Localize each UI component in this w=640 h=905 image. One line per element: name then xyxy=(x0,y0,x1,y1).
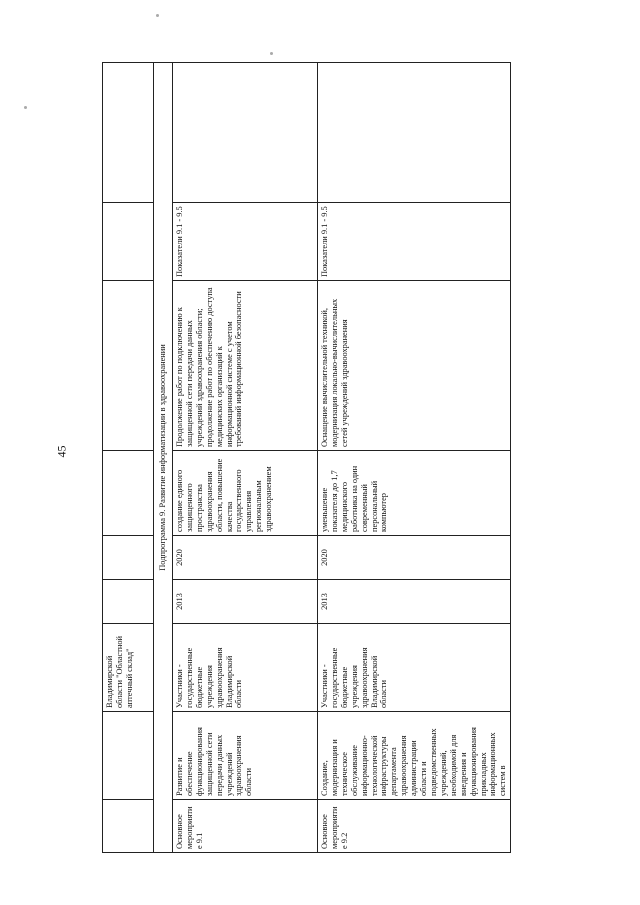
measure-description: Создание, модернизация и техническое обслуживание информационно-технологической инфраструктуры департамента здравоохранения администрации области и подведомственных учреждений, необходимой для внедрения и функционирования прикладных информационных систем в xyxy=(318,712,511,800)
empty-cell xyxy=(173,63,318,203)
main-directions: Оснащение вычислительной техникой, модернизация локально-вычислительных сетей учреждений здравоохранения xyxy=(318,281,511,451)
measure-name: Основное мероприятие 9.1 xyxy=(173,800,318,853)
related-indicators: Показатели 9.1 - 9.5 xyxy=(318,203,511,281)
start-year: 2013 xyxy=(173,580,318,624)
cell-top-name xyxy=(103,800,154,853)
subprogram-title: Подпрограмма 9. Развитие информатизации в здравоохранении xyxy=(154,63,173,853)
measure-executor: Участники - государственные бюджетные учреждения здравоохранения Владимирской области xyxy=(173,624,318,712)
table-row-subprogram xyxy=(154,63,173,853)
cell-top-directions xyxy=(103,281,154,451)
cell-top-end xyxy=(103,536,154,580)
end-year: 2020 xyxy=(318,536,511,580)
cell-top-extra xyxy=(103,63,154,203)
measure-executor: Участники - государственные бюджетные учреждения здравоохранения Владимирской области xyxy=(318,624,511,712)
related-indicators: Показатели 9.1 - 9.5 xyxy=(173,203,318,281)
cell-top-description xyxy=(103,712,154,800)
table-row xyxy=(173,63,318,853)
measure-name: Основное мероприятие 9.2 xyxy=(318,800,511,853)
scan-speck xyxy=(24,106,27,109)
end-year: 2020 xyxy=(173,536,318,580)
program-table xyxy=(102,62,511,853)
rotated-table-container xyxy=(102,63,547,853)
expected-result: создание единого защищенного пространства здравоохранения области, повышение качества государственного управления региональным здравоохранением xyxy=(173,451,318,536)
table-row-top xyxy=(103,63,154,853)
empty-cell xyxy=(318,63,511,203)
table-row xyxy=(318,63,511,853)
cell-top-result xyxy=(103,451,154,536)
cell-top-executor: Владимирской области "Областной аптечный склад" xyxy=(103,624,154,712)
scan-speck xyxy=(270,52,273,55)
page-number: 45 xyxy=(54,445,69,458)
expected-result: уменьшение показателя до 1,7 медицинского работника на один современный персональный компьютер xyxy=(318,451,511,536)
start-year: 2013 xyxy=(318,580,511,624)
cell-top-start xyxy=(103,580,154,624)
main-directions: Продолжение работ по подключению к защищенной сети передачи данных учреждений здравоохранения области; продолжение работ по обеспечению доступа медицинских организаций к информационной системе с учетом требований информационной безопасности xyxy=(173,281,318,451)
cell-top-indicators xyxy=(103,203,154,281)
measure-description: Развитие и обеспечение функционирования защищенной сети передачи данных учреждений здравоохранения области xyxy=(173,712,318,800)
scan-speck xyxy=(156,14,159,17)
